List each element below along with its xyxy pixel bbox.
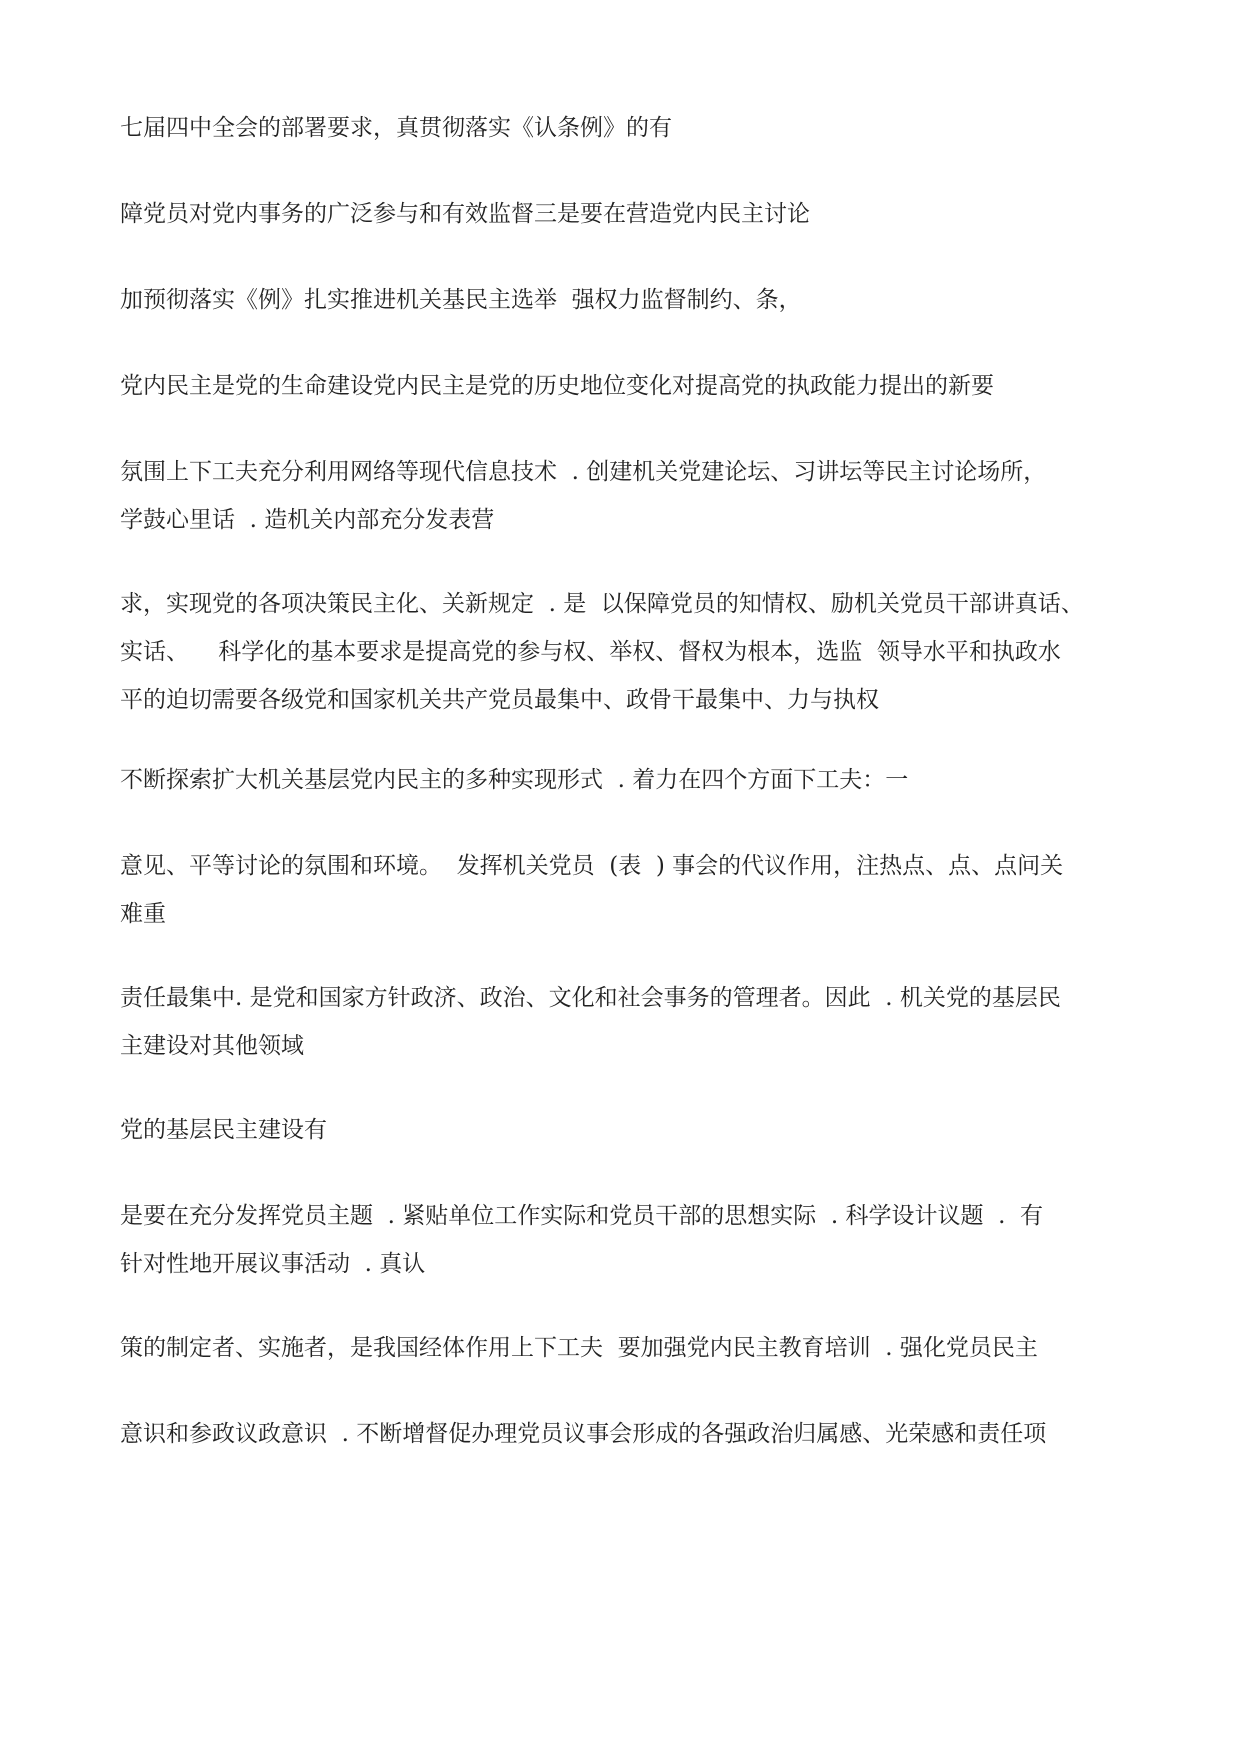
paragraph-2: 障党员对党内事务的广泛参与和有效监督三是要在营造党内民主讨论: [120, 201, 810, 227]
paragraph-13: 意识和参政议政意识 . 不断增督促办理党员议事会形成的各强政治归属感、光荣感和责任项: [120, 1421, 1047, 1447]
paragraph-5: 氛围上下工夫充分利用网络等现代信息技术 . 创建机关党建论坛、习讲坛等民主讨论场所， 学鼓心里话 . 造机关内部充分发表营: [120, 459, 1047, 533]
paragraph-4: 党内民主是党的生命建设党内民主是党的历史地位变化对提高党的执政能力提出的新要: [120, 373, 994, 399]
paragraph-8: 意见、平等讨论的氛围和环境。 发挥机关党员 (表 ) 事会的代议作用，注热点、点、点问关 难重: [120, 853, 1064, 927]
paragraph-11: 是要在充分发挥党员主题 . 紧贴单位工作实际和党员干部的思想实际 . 科学设计议题 . 有 针对性地开展议事活动 . 真认: [120, 1203, 1044, 1277]
paragraph-9: 责任最集中. 是党和国家方针政济、政治、文化和社会事务的管理者。因此 . 机关党的基层民 主建设对其他领域: [120, 985, 1061, 1059]
paragraph-7: 不断探索扩大机关基层党内民主的多种实现形式 . 着力在四个方面下工夫：一: [120, 767, 909, 793]
paragraph-1: 七届四中全会的部署要求，真贯彻落实《认条例》的有: [120, 115, 672, 141]
paragraph-3: 加预彻落实《例》扎实推进机关基民主选举 强权力监督制约、条，: [120, 287, 802, 313]
paragraph-10: 党的基层民主建设有: [120, 1117, 327, 1143]
paragraph-6: 求，实现党的各项决策民主化、关新规定 . 是 以保障党员的知情权、励机关党员干部讲真话、 实话、 科学化的基本要求是提高党的参与权、举权、督权为根本，选监 领导水平和执政水 平的迫切需要各级党和国家机关共产党员最集中、政骨干最集中、力与执权: [120, 591, 1084, 713]
paragraph-12: 策的制定者、实施者，是我国经体作用上下工夫 要加强党内民主教育培训 . 强化党员民主: [120, 1335, 1038, 1361]
